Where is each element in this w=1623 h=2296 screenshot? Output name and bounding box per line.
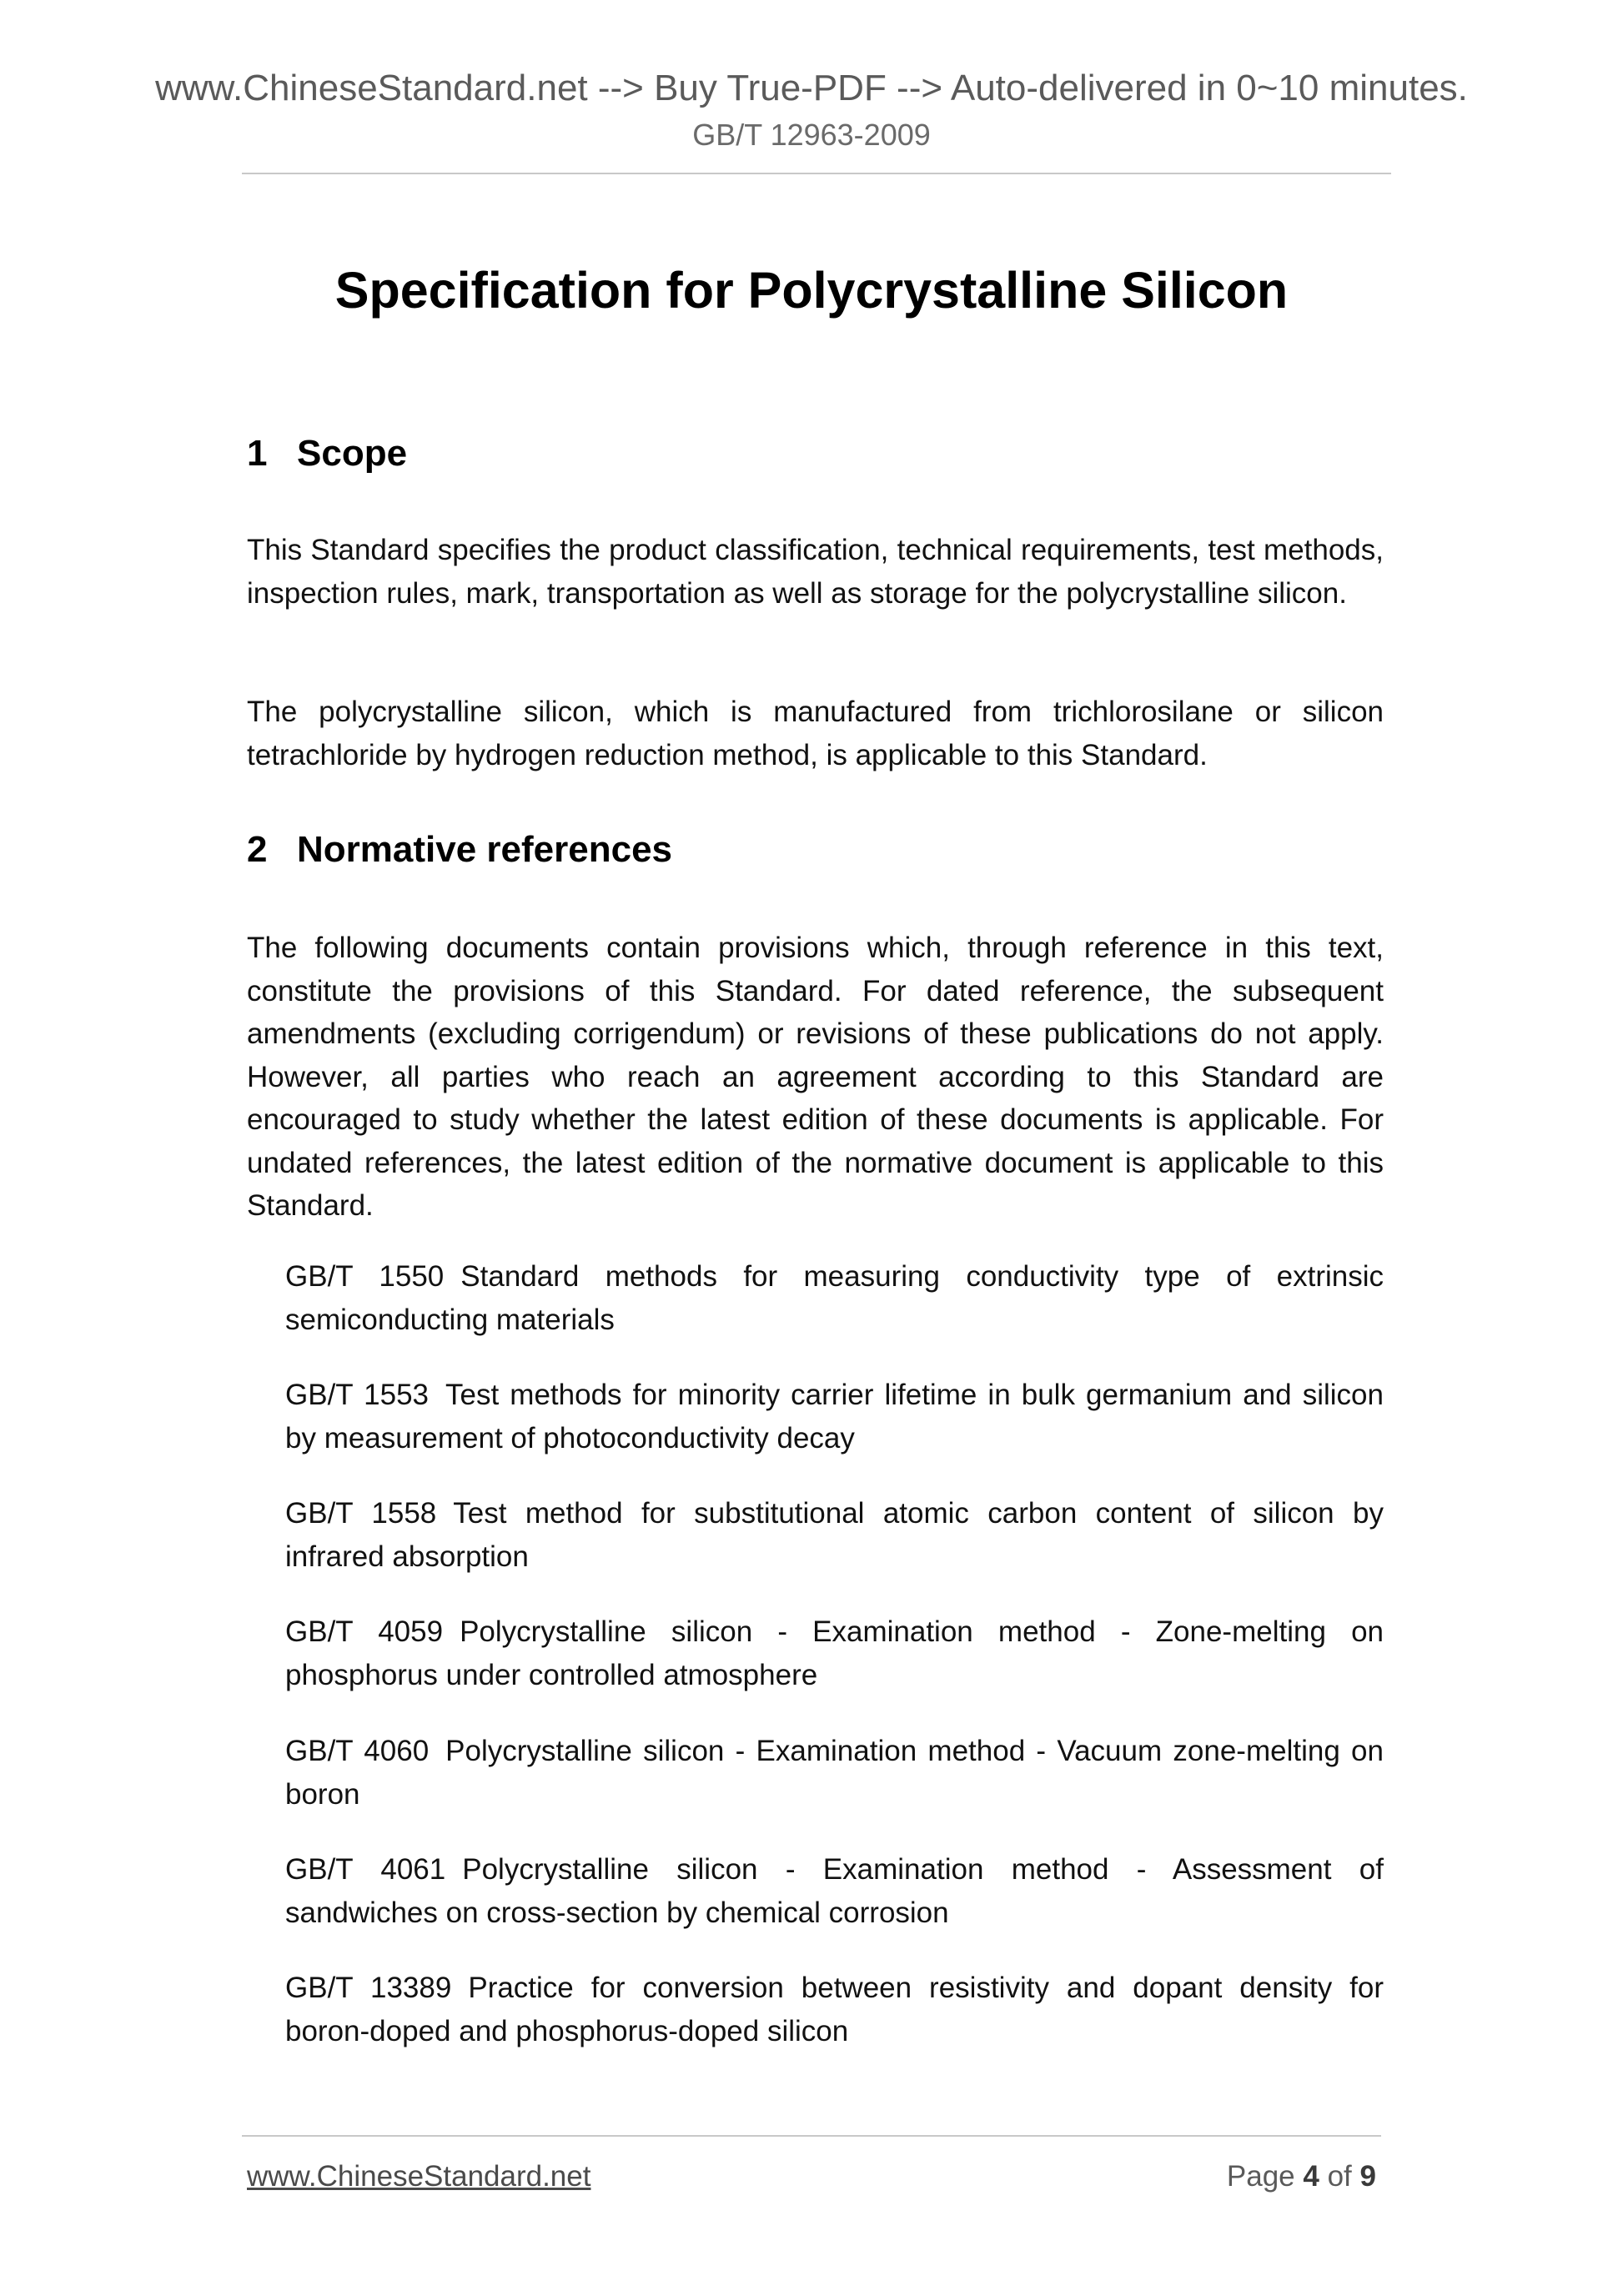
footer-site-link[interactable]: www.ChineseStandard.net xyxy=(247,2160,591,2193)
reference-code: GB/T 4060 xyxy=(285,1735,430,1767)
section-heading-scope xyxy=(247,430,407,477)
page-indicator xyxy=(1227,2158,1376,2195)
current-page-number: 4 xyxy=(1303,2160,1319,2193)
document-title: Specification for Polycrystalline Silicon xyxy=(334,262,1289,319)
scope-paragraph-2: The polycrystalline silicon, which is manufactured from trichlorosilane or silicon tetrachloride by hydrogen reduction method, is applicable to this Standard. xyxy=(247,696,1384,771)
reference-item xyxy=(285,1967,1384,2052)
reference-title: Polycrystalline silicon - Examination method - Assessment of sandwiches on cross-section by chemical corrosion xyxy=(285,1853,1384,1929)
reference-item xyxy=(285,1730,1384,1816)
header-divider xyxy=(242,173,1391,174)
of-word: of xyxy=(1327,2160,1352,2193)
reference-title: Test methods for minority carrier lifetime in bulk germanium and silicon by measurement of photoconductivity decay xyxy=(285,1379,1384,1454)
footer-divider xyxy=(242,2135,1381,2137)
normative-references-paragraph: The following documents contain provisions which, through reference in this text, constitute the provisions of this Standard. For dated reference, the subsequent amendments (excluding corrigendum) or revisions of these publications do not apply. However, all parties who reach an agreement according to this Standard are encouraged to study whether the latest edition of these documents is applicable. For undated references, the latest edition of the normative document is applicable to this Standard. xyxy=(247,932,1384,1222)
reference-title: Polycrystalline silicon - Examination method - Zone-melting on phosphorus under controlled atmosphere xyxy=(285,1615,1384,1691)
reference-title: Practice for conversion between resistivity and dopant density for boron-doped and phosphorus-doped silicon xyxy=(285,1972,1384,2047)
reference-item xyxy=(285,1255,1384,1341)
reference-item xyxy=(285,1610,1384,1696)
reference-code: GB/T 1553 xyxy=(285,1379,429,1411)
reference-title: Polycrystalline silicon - Examination method - Vacuum zone-melting on boron xyxy=(285,1735,1384,1811)
reference-code: GB/T 1558 xyxy=(285,1497,437,1530)
page-word: Page xyxy=(1226,2160,1295,2193)
reference-title: Test method for substitutional atomic carbon content of silicon by infrared absorption xyxy=(285,1497,1384,1573)
scope-paragraph-1: This Standard specifies the product classification, technical requirements, test methods, inspection rules, mark, transportation as well as storage for the polycrystalline silicon. xyxy=(247,534,1384,610)
reference-item xyxy=(285,1848,1384,1934)
reference-item xyxy=(285,1374,1384,1459)
section-heading-normative-references xyxy=(247,826,672,873)
reference-code: GB/T 1550 xyxy=(285,1260,445,1293)
reference-code: GB/T 13389 xyxy=(285,1972,452,2004)
section-title: Scope xyxy=(297,433,408,474)
reference-code: GB/T 4059 xyxy=(285,1615,444,1648)
section-title: Normative references xyxy=(297,829,673,870)
reference-code: GB/T 4061 xyxy=(285,1853,446,1886)
section-number: 1 xyxy=(247,433,268,474)
reference-item xyxy=(285,1492,1384,1578)
total-pages-number: 9 xyxy=(1359,2160,1376,2193)
header-banner: www.ChineseStandard.net --> Buy True-PDF --> Auto-delivered in 0~10 minutes. xyxy=(155,68,1468,108)
section-number: 2 xyxy=(247,829,268,870)
reference-title: Standard methods for measuring conductivity type of extrinsic semiconducting materials xyxy=(285,1260,1384,1336)
header-standard-code: GB/T 12963-2009 xyxy=(692,118,931,152)
